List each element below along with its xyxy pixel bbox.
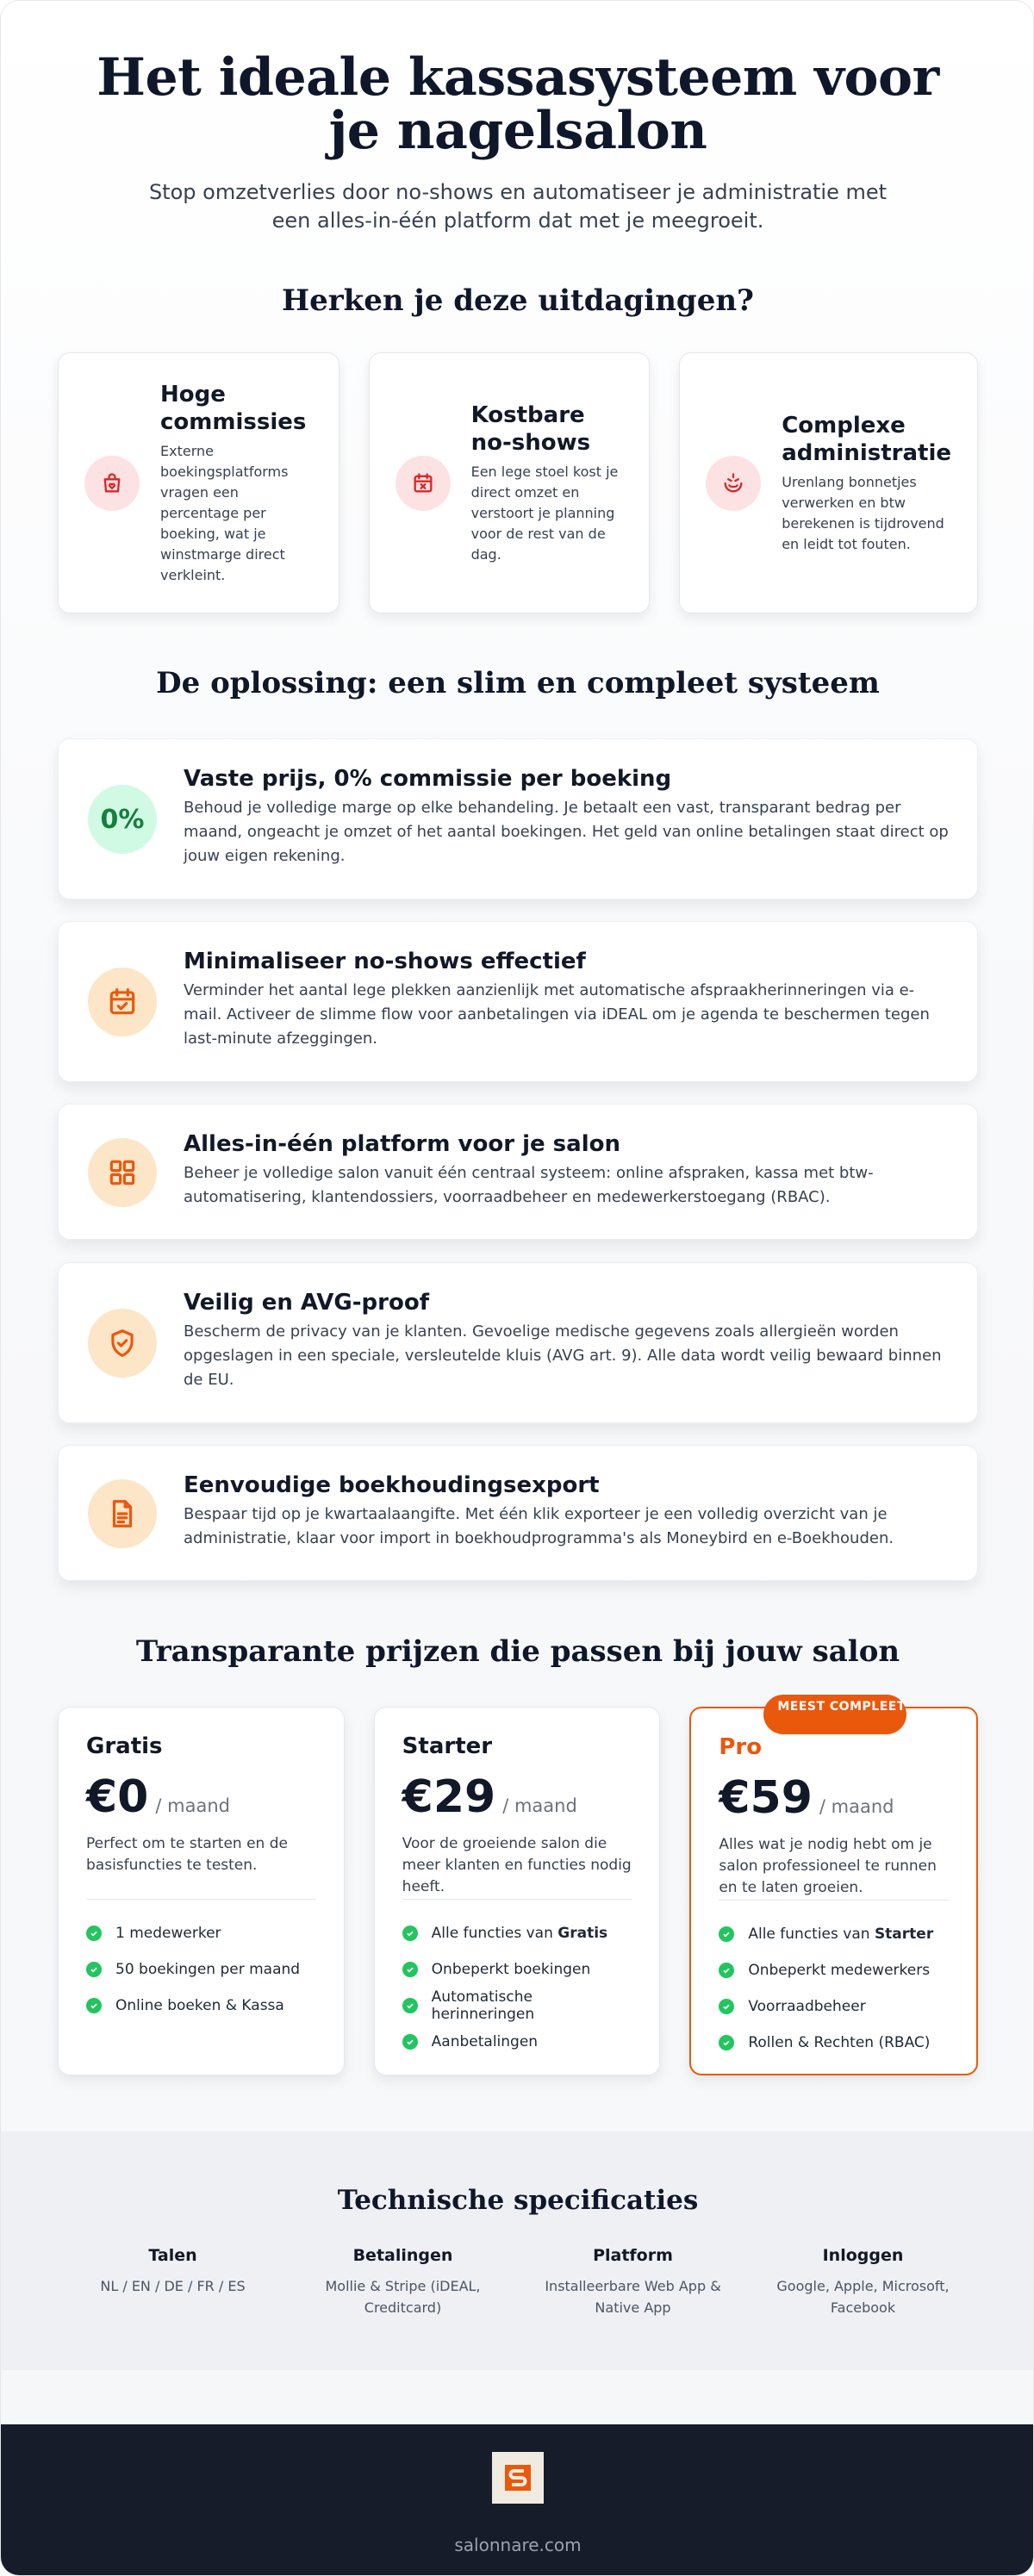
pricing-title: Transparante prijzen die passen bij jouw salon <box>135 1634 900 1669</box>
check-icon <box>402 2034 418 2050</box>
check-icon <box>86 1962 102 1977</box>
plan-feature: Rollen & Rechten (RBAC) <box>719 2025 949 2061</box>
solution-text: Verminder het aantal lege plekken aanzienlijk met automatische afspraakherinneringen via e-mail. Activeer de slimme flow voor aanbetalingen via iDEAL om je agenda te beschermen tegen last-minute afzeggingen. <box>184 981 930 1048</box>
check-icon <box>719 1999 734 2014</box>
plan-feature: Online boeken & Kassa <box>86 1988 316 2024</box>
plan-name: Pro <box>719 1734 763 1760</box>
grid-icon <box>88 1138 157 1207</box>
challenge-text: Een lege stoel kost je direct omzet en verstoort je planning voor de rest van de dag. <box>470 463 619 563</box>
solution-title-item: Minimaliseer no-shows effectief <box>184 949 586 974</box>
logo-icon[interactable] <box>492 2452 544 2504</box>
challenge-card <box>679 352 978 613</box>
document-icon <box>88 1479 157 1548</box>
solution-title-item: Alles-in-één platform voor je salon <box>184 1131 620 1157</box>
plan-period: / maand <box>155 1795 230 1816</box>
solution-text: Beheer je volledige salon vanuit één centraal systeem: online afspraken, kassa met btw-automatisering, klantendossiers, voorraadbeheer en medewerkerstoegang (RBAC). <box>184 1164 874 1206</box>
plan-period: / maand <box>819 1796 894 1817</box>
tech-title: Technische specificaties <box>337 2185 699 2216</box>
solution-text: Bespaar tijd op je kwartaalaangifte. Met één klik exporteer je een volledig overzicht van je administratie, klaar voor import in boekhoudprogramma's als Moneybird en e-Boekhouden. <box>184 1505 894 1547</box>
solution-card <box>58 1104 978 1240</box>
hero-subtitle: Stop omzetverlies door no-shows en automatiseer je administratie met een alles-in-één platform dat met je meegroeit. <box>148 180 888 233</box>
plan-price: €59 <box>719 1772 813 1824</box>
calendar-check-icon <box>88 968 157 1036</box>
challenges-list <box>58 352 978 613</box>
tech-col-betalingen: Betalingen Mollie & Stripe (iDEAL, Creditcard) <box>325 2246 481 2316</box>
calendar-x-icon <box>396 456 451 511</box>
divider <box>719 1900 949 1901</box>
plan-period: / maand <box>502 1795 577 1816</box>
divider <box>402 1899 632 1900</box>
plan-feature: Alle functies van Starter <box>719 1916 949 1952</box>
shield-check-icon <box>88 1309 157 1378</box>
solution-title: De oplossing: een slim en compleet systeem <box>156 666 880 700</box>
plan-card-pro[interactable] <box>689 1700 978 2075</box>
challenge-text: Externe boekingsplatforms vragen een percentage per boeking, wat je winstmarge direct verkleint. <box>160 442 289 583</box>
solution-text: Bescherm de privacy van je klanten. Gevoelige medische gegevens zoals allergieën worden opgeslagen in een speciale, versleutelde kluis (AVG art. 9). Alle data wordt veilig bewaard binnen de EU. <box>184 1322 942 1389</box>
footer <box>1 2424 1034 2576</box>
challenges-title: Herken je deze uitdagingen? <box>282 283 754 318</box>
check-icon <box>719 1926 734 1942</box>
challenge-title: Kostbare no-shows <box>470 401 591 456</box>
tech-col-platform: Platform Installeerbare Web App & Native App <box>545 2246 721 2316</box>
tech-col-talen: Talen NL / EN / DE / FR / ES <box>100 2246 246 2294</box>
plan-card-gratis[interactable] <box>58 1707 345 2075</box>
divider <box>86 1899 316 1900</box>
solution-text: Behoud je volledige marge op elke behandeling. Je betaalt een vast, transparant bedrag per maand, ongeacht je omzet of het aantal boekingen. Het geld van online betalingen staat direct op jouw eigen rekening. <box>184 799 949 865</box>
shopping-bag-heart-icon <box>84 456 140 511</box>
plan-price: €29 <box>402 1771 496 1823</box>
check-icon <box>719 2035 734 2050</box>
plan-feature: Automatische herinneringen <box>402 1988 632 2024</box>
check-icon <box>402 1926 418 1941</box>
challenge-card <box>369 352 651 613</box>
hero <box>1 47 1034 235</box>
plan-name: Gratis <box>86 1733 163 1759</box>
plan-feature: Aanbetalingen <box>402 2024 632 2060</box>
zero-percent-icon: 0% <box>88 785 157 854</box>
solution-card <box>58 1262 978 1423</box>
plan-price: €0 <box>86 1771 149 1823</box>
tech-specs <box>1 2131 1034 2370</box>
most-complete-badge: MEEST COMPLEET <box>763 1695 906 1734</box>
stressed-face-icon <box>706 456 761 511</box>
plan-feature: Onbeperkt medewerkers <box>719 1952 949 1988</box>
check-icon <box>719 1963 734 1978</box>
plan-feature: Alle functies van Gratis <box>402 1915 632 1951</box>
solution-title-item: Eenvoudige boekhoudingsexport <box>184 1472 600 1498</box>
check-icon <box>402 1962 418 1977</box>
plan-feature: Onbeperkt boekingen <box>402 1951 632 1988</box>
plan-feature: 1 medewerker <box>86 1915 316 1951</box>
page-title: Het ideale kassasysteem voor je nagelsalon <box>97 47 939 161</box>
check-icon <box>86 1926 102 1941</box>
site-link[interactable]: salonnare.com <box>454 2535 582 2555</box>
plan-feature: 50 boekingen per maand <box>86 1951 316 1988</box>
solution-card <box>58 921 978 1082</box>
challenge-title: Complexe administratie <box>782 412 952 466</box>
tech-col-inloggen: Inloggen Google, Apple, Microsoft, Facebook <box>776 2246 950 2316</box>
challenge-card <box>58 352 339 613</box>
check-icon <box>86 1998 102 2013</box>
plan-name: Starter <box>402 1733 493 1759</box>
plan-description: Voor de groeiende salon die meer klanten en functies nodig heeft. <box>402 1835 632 1895</box>
plan-description: Alles wat je nodig hebt om je salon professioneel te runnen en te laten groeien. <box>719 1836 937 1896</box>
solution-title-item: Vaste prijs, 0% commissie per boeking <box>184 766 672 792</box>
solution-card <box>58 1445 978 1581</box>
challenge-title: Hoge commissies <box>160 381 307 435</box>
check-icon <box>402 1998 418 2013</box>
solution-title-item: Veilig en AVG-proof <box>184 1290 430 1316</box>
plan-card-starter[interactable] <box>374 1707 661 2075</box>
plan-feature: Voorraadbeheer <box>719 1988 949 2025</box>
pricing-plans <box>58 1700 978 2075</box>
solution-card <box>58 738 978 899</box>
challenge-text: Urenlang bonnetjes verwerken en btw berekenen is tijdrovend en leidt tot fouten. <box>782 473 944 552</box>
plan-description: Perfect om te starten en de basisfuncties te testen. <box>86 1835 288 1874</box>
